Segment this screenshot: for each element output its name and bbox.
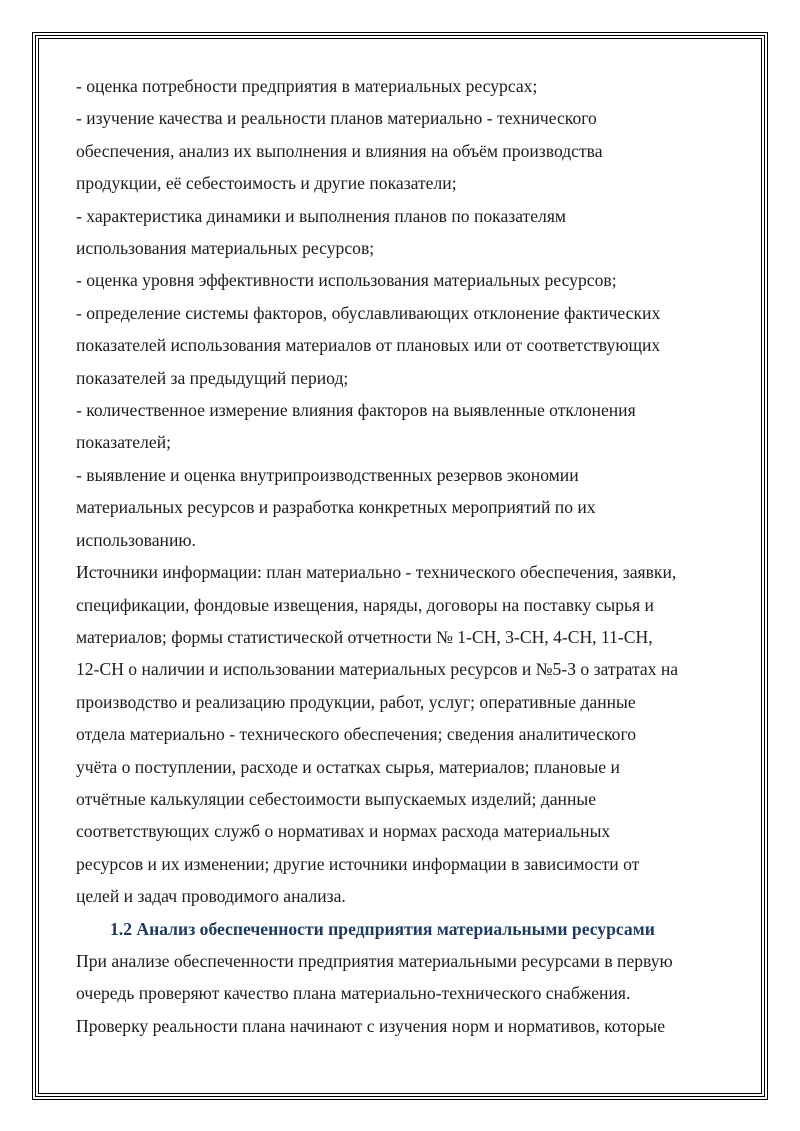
- text-line: показателей за предыдущий период;: [76, 367, 349, 388]
- text-line: 12-СН о наличии и использовании материальных ресурсов и №5-З о затратах на: [76, 659, 679, 680]
- text-line: - количественное измерение влияния факторов на выявленные отклонения: [76, 400, 636, 421]
- text-line: - выявление и оценка внутрипроизводственных резервов экономии: [76, 464, 579, 485]
- text-line: - оценка уровня эффективности использования материальных ресурсов;: [76, 270, 617, 291]
- section-heading: 1.2 Анализ обеспеченности предприятия материальными ресурсами: [110, 918, 655, 939]
- text-line: учёта о поступлении, расходе и остатках сырья, материалов; плановые и: [76, 756, 620, 777]
- text-line: отдела материально - технического обеспечения; сведения аналитического: [76, 724, 637, 745]
- text-line: отчётные калькуляции себестоимости выпускаемых изделий; данные: [76, 788, 597, 809]
- text-line: материальных ресурсов и разработка конкретных мероприятий по их: [76, 497, 596, 518]
- text-line: очередь проверяют качество плана материально-технического снабжения.: [76, 983, 631, 1004]
- text-line: показателей использования материалов от плановых или от соответствующих: [76, 335, 661, 356]
- text-line: продукции, её себестоимость и другие показатели;: [76, 173, 457, 194]
- text-line: - оценка потребности предприятия в материальных ресурсах;: [76, 76, 538, 96]
- text-line: Проверку реальности плана начинают с изучения норм и нормативов, которые: [76, 1015, 666, 1036]
- text-line: спецификации, фондовые извещения, наряды, договоры на поставку сырья и: [76, 594, 654, 615]
- text-line: соответствующих служб о нормативах и нормах расхода материальных: [76, 821, 611, 842]
- text-line: материалов; формы статистической отчетности № 1-СН, 3-СН, 4-СН, 11-СН,: [76, 626, 653, 647]
- text-line: использования материальных ресурсов;: [76, 238, 375, 259]
- document-body: [76, 70, 736, 1042]
- text-line: производство и реализацию продукции, работ, услуг; оперативные данные: [76, 691, 636, 712]
- text-line: целей и задач проводимого анализа.: [76, 886, 346, 907]
- text-line: Источники информации: план материально - технического обеспечения, заявки,: [76, 562, 677, 583]
- text-line: показателей;: [76, 432, 171, 453]
- text-line: - определение системы факторов, обуславливающих отклонение фактических: [76, 302, 661, 323]
- text-line: - характеристика динамики и выполнения планов по показателям: [76, 205, 567, 226]
- text-line: - изучение качества и реальности планов материально - технического: [76, 108, 597, 129]
- text-line: использованию.: [76, 529, 196, 550]
- text-line: ресурсов и их изменении; другие источники информации в зависимости от: [76, 853, 640, 874]
- text-line: При анализе обеспеченности предприятия материальными ресурсами в первую: [76, 950, 673, 971]
- text-line: обеспечения, анализ их выполнения и влияния на объём производства: [76, 140, 603, 161]
